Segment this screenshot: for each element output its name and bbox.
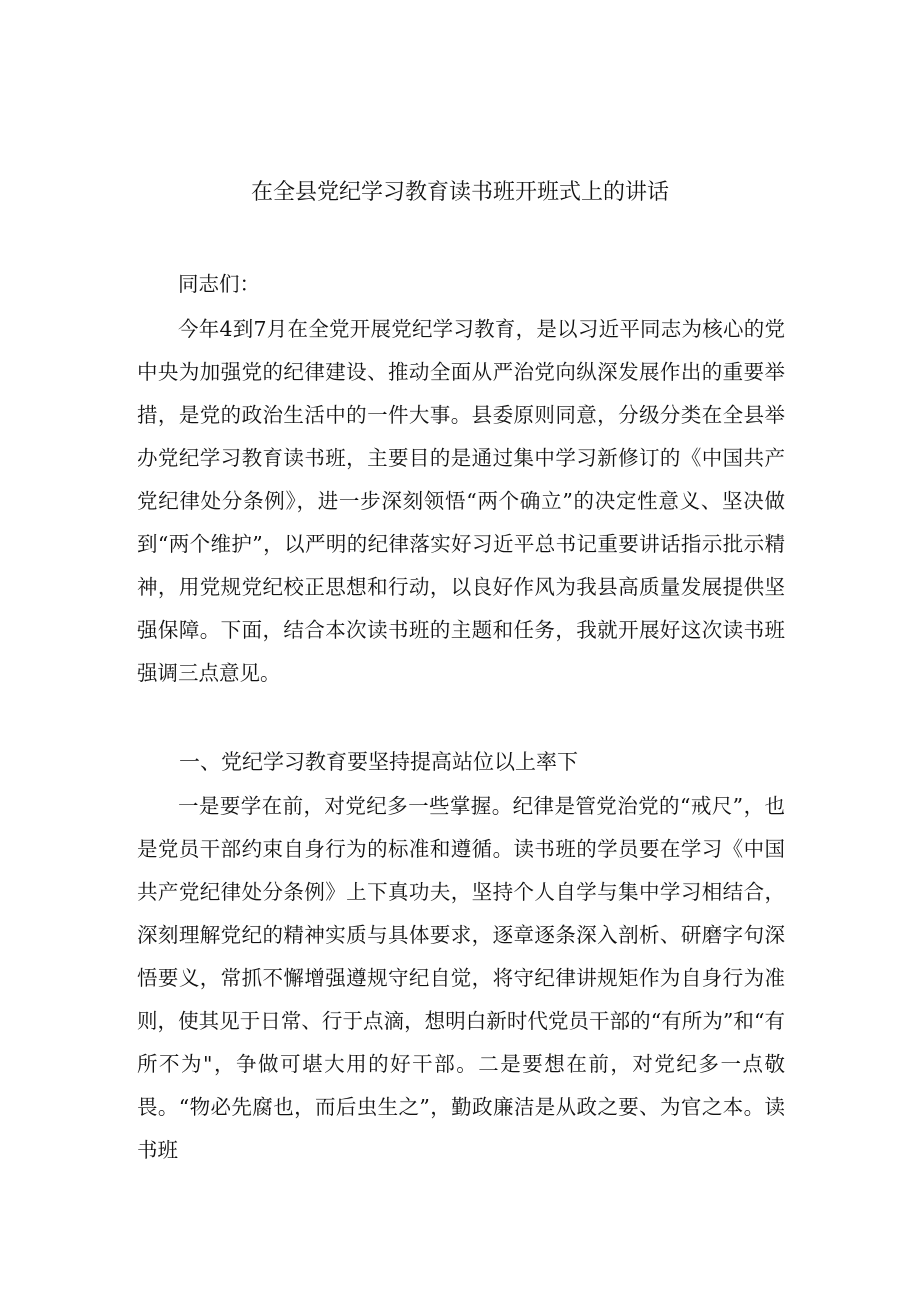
document-title: 在全县党纪学习教育读书班开班式上的讲话 (250, 180, 669, 205)
greeting: 同志们： (178, 272, 260, 296)
paragraph-intro: 今年4到7月在全党开展党纪学习教育，是以习近平同志为核心的党中央为加强党的纪律建设、推动全面从严治党向纵深发展作出的重要举措，是党的政治生活中的一件大事。县委原则同意，分级分类在全县举办党纪学习教育读书班，主要目的是通过集中学习新修订的《中国共产党纪律处分条例》，进一步深刻领悟“两个确立”的决定性意义、坚决做到“两个维护”，以严明的纪律落实好习近平总书记重要讲话指示批示精神，用党规党纪校正思想和行动，以良好作风为我县高质量发展提供坚强保障。下面，结合本次读书班的主题和任务，我就开展好这次读书班强调三点意见。 (137, 317, 785, 685)
paragraph-section-1: 一是要学在前，对党纪多一些掌握。纪律是管党治党的“戒尺”，也是党员干部约束自身行为的标准和遵循。读书班的学员要在学习《中国共产党纪律处分条例》上下真功夫，坚持个人自学与集中学习相结合，深刻理解党纪的精神实质与具体要求，逐章逐条深入剖析、研磨字句深悟要义，常抓不懈增强遵规守纪自觉，将守纪律讲规矩作为自身行为准则，使其见于日常、行于点滴，想明白新时代党员干部的“有所为”和“有所不为"，争做可堪大用的好干部。二是要想在前，对党纪多一点敬畏。“物必先腐也，而后虫生之”，勤政廉洁是从政之要、为官之本。读书班 (137, 794, 785, 1162)
section-heading-1: 一、党纪学习教育要坚持提高站位以上率下 (179, 750, 578, 774)
